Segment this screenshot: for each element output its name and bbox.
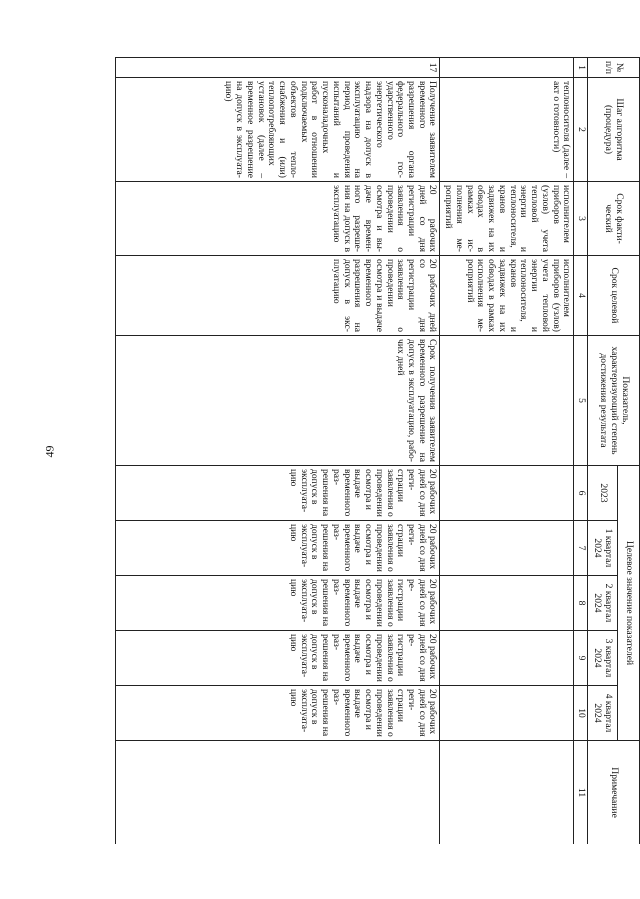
header-note: Примечание — [588, 741, 640, 844]
row-note — [440, 741, 574, 844]
header-indicator: Показатель, характеризующий степень достижения результата — [588, 336, 640, 466]
table-row — [440, 58, 574, 845]
row-number: 17 — [116, 58, 440, 78]
row-value-2023 — [440, 466, 574, 521]
row-value-q2: 20 рабочих дней со дня регистрации заявления о проведении осмотра и выдаче временного разрешения на допуск в эксплуатацию — [116, 576, 440, 631]
row-number — [440, 58, 574, 78]
row-indicator: Срок получения заявителем временного разрешение на допуск в эксплуатацию, рабочих дней — [116, 336, 440, 466]
header-num: № п/п — [588, 58, 640, 78]
column-number: 6 — [574, 466, 588, 521]
column-number: 7 — [574, 521, 588, 576]
row-value-q1: 20 рабочих дней со дня регистрации заявления о проведении осмотра и выдаче временного разрешения на допуск в эксплуатацию — [116, 521, 440, 576]
page-number: 49 — [42, 445, 57, 458]
column-number: 1 — [574, 58, 588, 78]
row-step: Получение заявителем временного разрешения органа федерального государственного энергетического надзора на допуск в эксплуатацию на период проведения испытаний и пусконаладочных работ в отношении подключаемых объектов теплоснабжения и (или) теплопотребляющих установок (далее – временное разрешение на допуск в эксплуатацию) — [116, 78, 440, 182]
row-target-term: 20 рабочих дней со дня регистрации заявления о проведении осмотра и выдаче временного разрешения на допуск в эксплуатацию — [116, 256, 440, 336]
header-2023: 2023 — [588, 466, 618, 521]
header-step: Шаг алгоритма (процедура) — [588, 78, 640, 182]
column-number: 5 — [574, 336, 588, 466]
column-numbers-row — [574, 58, 588, 845]
row-indicator — [440, 336, 574, 466]
header-q2-2024: 2 квартал 2024 — [588, 576, 618, 631]
row-step: теплоносителя (далее – акт о готовности) — [440, 78, 574, 182]
row-value-q4: 20 рабочих дней со дня регистрации заявления о проведении осмотра и выдаче временного разрешения на допуск в эксплуатацию — [116, 686, 440, 741]
row-target-term: исполнителем приборов (узлов) учета тепловой энергии и теплоносителя, кранов и задвижек на их обводах в рамках исполнения мероприятий — [440, 256, 574, 336]
header-q3-2024: 3 квартал 2024 — [588, 631, 618, 686]
table-row — [116, 58, 440, 845]
row-value-q4 — [440, 686, 574, 741]
header-q1-2024: 1 квартал 2024 — [588, 521, 618, 576]
column-number: 8 — [574, 576, 588, 631]
row-note — [116, 741, 440, 844]
header-target-term: Срок целевой — [588, 256, 640, 336]
row-fact-term: исполнителем приборов (узлов) учета тепловой энергии и теплоносителя, кранов и задвижек на их обводах в рамках исполнения мероприятий — [440, 182, 574, 256]
column-number: 10 — [574, 686, 588, 741]
row-value-q2 — [440, 576, 574, 631]
column-number: 2 — [574, 78, 588, 182]
column-number: 11 — [574, 741, 588, 844]
column-number: 9 — [574, 631, 588, 686]
header-fact-term: Срок фактический — [588, 182, 640, 256]
row-value-q1 — [440, 521, 574, 576]
indicators-table — [115, 57, 640, 844]
header-q4-2024: 4 квартал 2024 — [588, 686, 618, 741]
row-fact-term: 20 рабочих дней со дня регистрации заявления о проведении осмотра и выдаче временного разрешения на допуск в эксплуатацию — [116, 182, 440, 256]
column-number: 4 — [574, 256, 588, 336]
table-container — [115, 57, 640, 844]
header-target-values-group: Целевое значение показателей — [618, 466, 640, 741]
row-value-q3 — [440, 631, 574, 686]
column-number: 3 — [574, 182, 588, 256]
row-value-q3: 20 рабочих дней со дня регистрации заявления о проведении осмотра и выдаче временного разрешения на допуск в эксплуатацию — [116, 631, 440, 686]
row-value-2023: 20 рабочих дней со дня регистрации заявления о проведении осмотра и выдаче временного разрешения на допуск в эксплуатацию — [116, 466, 440, 521]
